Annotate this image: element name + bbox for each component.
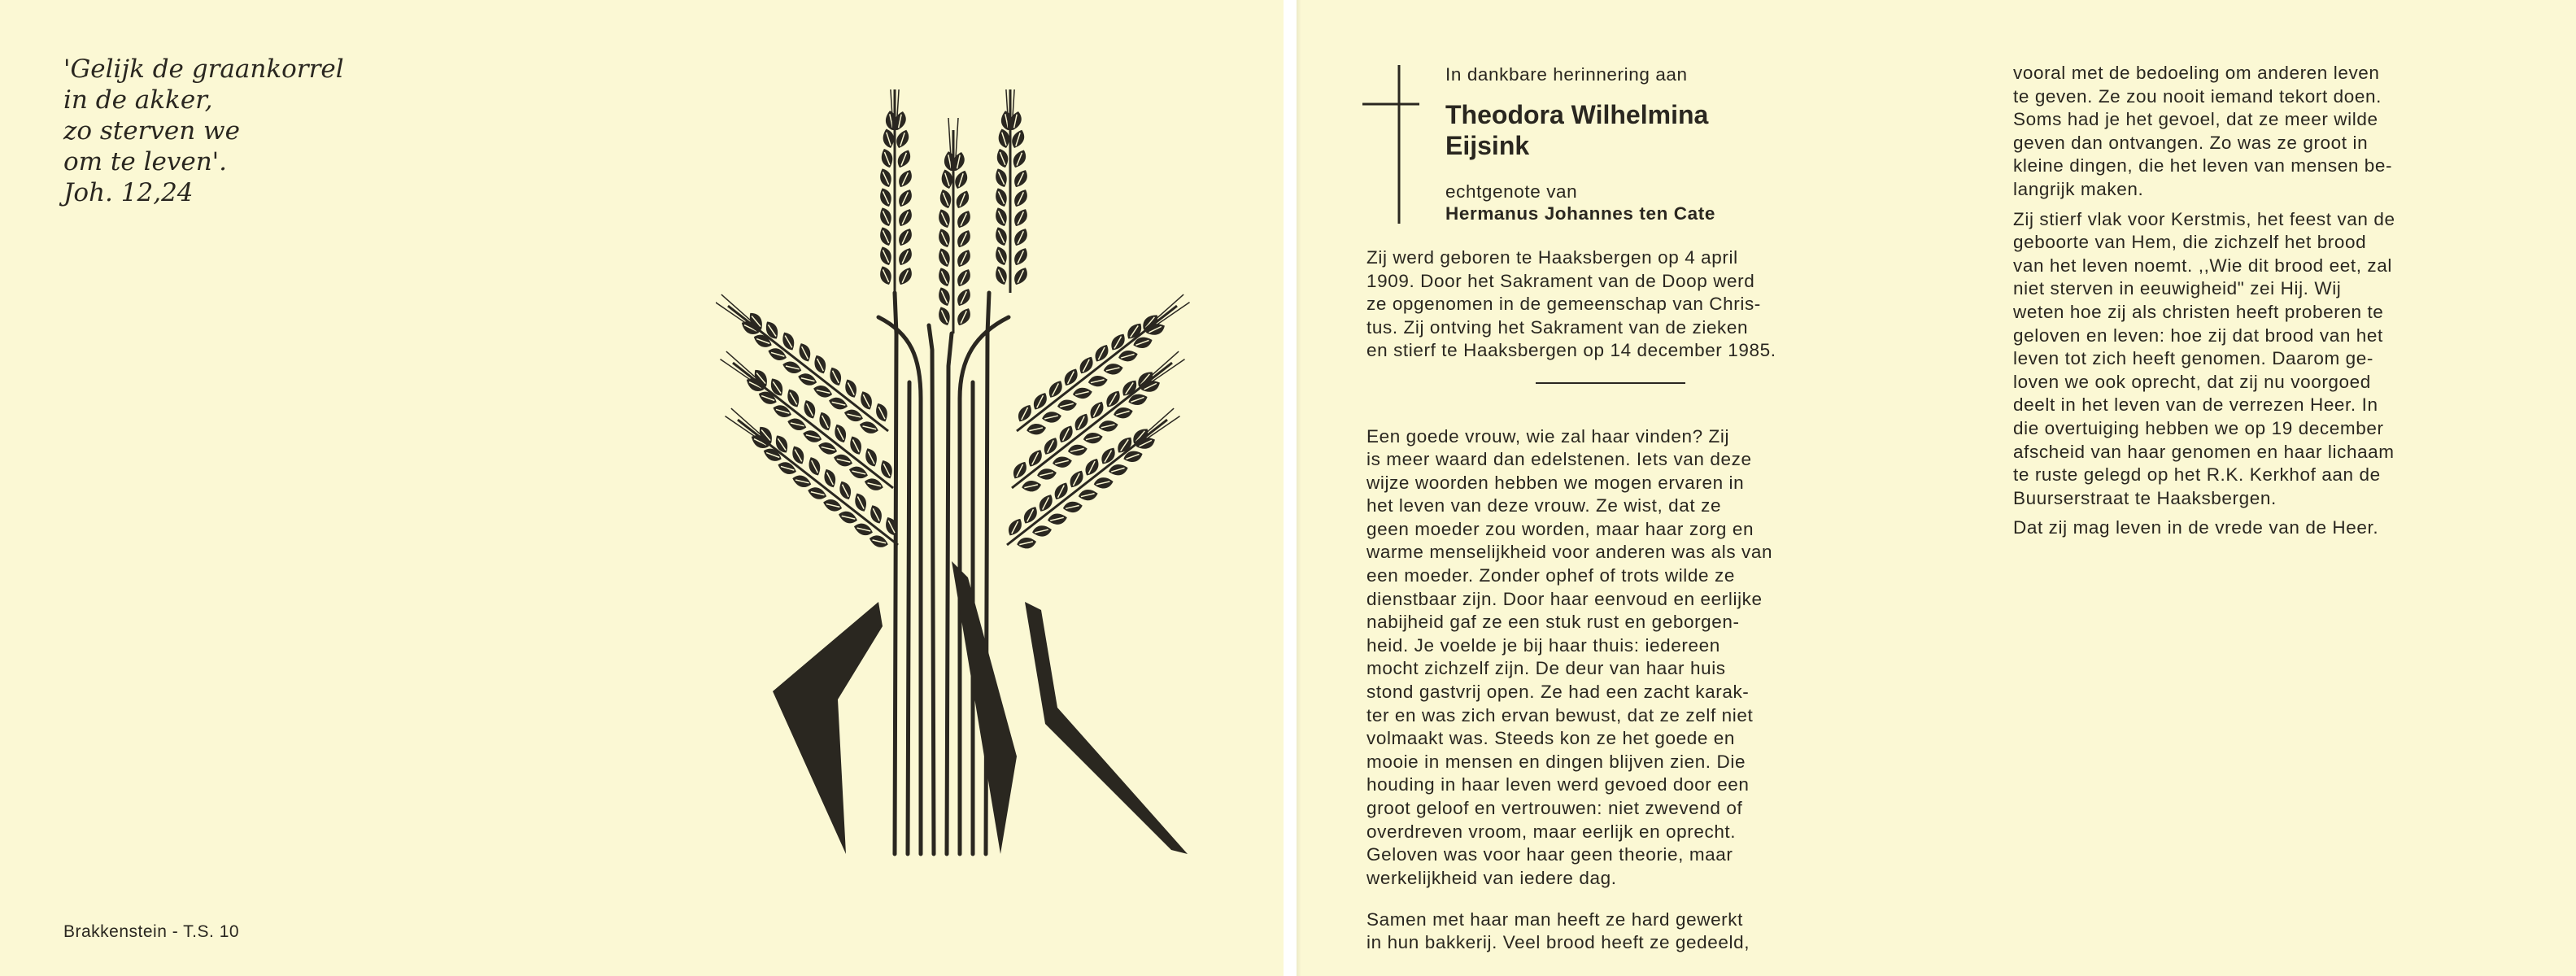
- text-line: Buurserstraat te Haaksbergen.: [2013, 487, 2277, 508]
- text-line: van het leven noemt. ,,Wie dit brood eet, zal: [2013, 255, 2392, 276]
- text-line: volmaakt was. Steeds kon ze het goede en: [1366, 728, 1736, 749]
- text-line: ter en was zich ervan bewust, dat ze zelf niet: [1366, 704, 1754, 725]
- text-line: Zij stierf vlak voor Kerstmis, het feest van de: [2013, 208, 2395, 229]
- quote-line: zo sterven we: [63, 116, 240, 146]
- text-line: die overtuiging hebben we op 19 december: [2013, 417, 2384, 438]
- deceased-name: [1445, 99, 1708, 161]
- text-line: geven dan ontvangen. Zo was ze groot in: [2013, 132, 2369, 153]
- paragraph: [1366, 425, 1846, 891]
- text-line: stond gastvrij open. Ze had een zacht karak-: [1366, 682, 1750, 703]
- intro-text: In dankbare herinnering aan: [1445, 64, 1688, 85]
- text-line: kleine dingen, die het leven van mensen be-: [2013, 155, 2393, 176]
- text-line: Geloven was voor haar geen theorie, maar: [1366, 844, 1733, 865]
- bio-line: tus. Zij ontving het Sakrament van de zieken: [1366, 316, 1749, 338]
- bio-line: Zij werd geboren te Haaksbergen op 4 april: [1366, 247, 1738, 268]
- text-line: het leven van deze vrouw. Ze wist, dat ze: [1366, 495, 1722, 516]
- text-line: deelt in het leven van de verrezen Heer. In: [2013, 394, 2378, 416]
- text-line: in hun bakkerij. Veel brood heeft ze gedeeld,: [1366, 932, 1750, 953]
- text-line: warme menselijkheid voor anderen was als van: [1366, 542, 1773, 563]
- spouse-label: echtgenote van: [1445, 181, 1578, 202]
- text-line: mocht zichzelf zijn. De deur van haar huis: [1366, 658, 1726, 679]
- text-line: geen moeder zou worden, maar haar zorg en: [1366, 518, 1754, 539]
- text-line: weten hoe zij als christen heeft proberen te: [2013, 301, 2384, 322]
- text-line: langrijk maken.: [2013, 178, 2144, 199]
- text-line: te ruste gelegd op het R.K. Kerkhof aan de: [2013, 464, 2381, 486]
- fold-shade: [1297, 0, 1301, 976]
- text-line: nabijheid gaf ze een stuk rust en geborgen-: [1366, 612, 1740, 633]
- name-line: Eijsink: [1445, 131, 1530, 160]
- memorial-text-column-1: [1366, 407, 1846, 974]
- text-line: een moeder. Zonder ophef of trots wilde ze: [1366, 565, 1735, 586]
- text-line: dienstbaar zijn. Door haar eenvoud en eerlijke: [1366, 588, 1763, 609]
- quote-line: Joh. 12,24: [63, 178, 194, 207]
- text-line: vooral met de bedoeling om anderen leven: [2013, 63, 2380, 83]
- text-line: overdreven vroom, maar eerlijk en oprecht.: [1366, 821, 1737, 842]
- paragraph: [2013, 62, 2493, 202]
- text-line: Samen met haar man heeft ze hard gewerkt: [1366, 908, 1743, 930]
- text-line: heid. Je voelde je bij haar thuis: iedereen: [1366, 634, 1720, 656]
- bio-line: en stierf te Haaksbergen op 14 december 1985.: [1366, 340, 1776, 361]
- text-line: leven tot zich heeft genomen. Daarom ge-: [2013, 348, 2373, 369]
- spouse-name: Hermanus Johannes ten Cate: [1445, 203, 1715, 224]
- name-line: Theodora Wilhelmina: [1445, 100, 1709, 129]
- text-line: loven we ook oprecht, dat zij nu voorgoed: [2013, 371, 2371, 392]
- memorial-text-column-2: [2013, 62, 2493, 547]
- text-line: Soms had je het gevoel, dat ze meer wilde: [2013, 109, 2378, 130]
- quote-line: in de akker,: [63, 85, 213, 115]
- bio-line: ze opgenomen in de gemeenschap van Chris-: [1366, 294, 1761, 315]
- bio-paragraph: [1366, 246, 1846, 363]
- text-line: afscheid van haar genomen en haar lichaam: [2013, 441, 2395, 462]
- divider-line: [1536, 382, 1685, 384]
- text-line: is meer waard dan edelstenen. Iets van deze: [1366, 449, 1752, 470]
- text-line: geloven en leven: hoe zij dat brood van het: [2013, 325, 2383, 346]
- quote-line: 'Gelijk de graankorrel: [63, 54, 344, 84]
- text-line: niet sterven in eeuwigheid" zei Hij. Wij: [2013, 278, 2342, 299]
- text-line: werkelijkheid van iedere dag.: [1366, 867, 1617, 888]
- quote-line: om te leven'.: [63, 147, 228, 176]
- text-line: wijze woorden hebben we mogen ervaren in: [1366, 472, 1745, 493]
- cross-icon: [1362, 65, 1419, 228]
- paragraph: [2013, 208, 2493, 511]
- wheat-illustration: [716, 89, 1204, 870]
- text-line: houding in haar leven werd gevoed door een: [1366, 774, 1750, 795]
- text-line: groot geloof en vertrouwen: niet zwevend of: [1366, 798, 1743, 818]
- publisher-imprint: Brakkenstein - T.S. 10: [63, 922, 240, 941]
- bio-line: 1909. Door het Sakrament van de Doop werd: [1366, 270, 1755, 291]
- text-line: geboorte van Hem, die zichzelf het brood: [2013, 232, 2367, 253]
- text-line: Een goede vrouw, wie zal haar vinden? Zij: [1366, 425, 1730, 447]
- text-line: Dat zij mag leven in de vrede van de Heer.: [2013, 517, 2379, 538]
- paragraph: [1366, 908, 1846, 955]
- text-line: mooie in mensen en dingen blijven zien. Die: [1366, 751, 1746, 772]
- scripture-quote: [63, 54, 344, 208]
- text-line: te geven. Ze zou nooit iemand tekort doen.: [2013, 85, 2382, 107]
- paragraph: [2013, 516, 2493, 540]
